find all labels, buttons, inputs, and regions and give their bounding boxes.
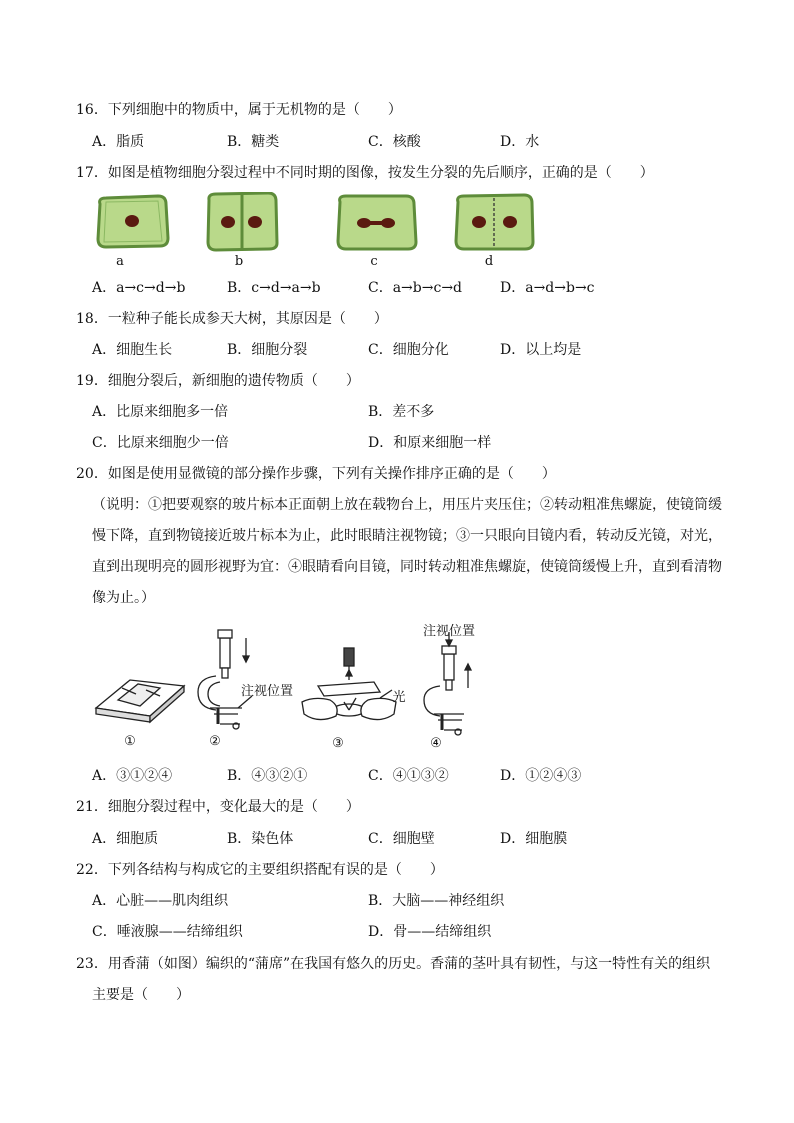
q21-option-c: C．细胞壁 xyxy=(368,831,435,847)
question-20-stem: 20．如图是使用显微镜的部分操作步骤，下列有关操作排序正确的是（ ） xyxy=(76,466,556,482)
q19-option-a: A．比原来细胞多一倍 xyxy=(92,404,229,420)
figure-label-c: c xyxy=(370,254,378,269)
q21-option-d: D．细胞膜 xyxy=(500,831,568,847)
q20-option-d: D．①②④③ xyxy=(500,768,582,784)
step-label-3: ③ xyxy=(332,736,344,751)
figure-label-d: d xyxy=(484,254,494,269)
cell-b-image xyxy=(208,193,277,250)
q17-option-c: C．a→b→c→d xyxy=(368,280,463,296)
light-label: 光 xyxy=(392,690,406,705)
q20-explanation-note: （说明：①把要观察的玻片标本正面朝上放在载物台上，用压片夹压住；②转动粗准焦螺旋，使镜筒缓慢下降，直到物镜接近玻片标本为止，此时眼睛注视物镜；③一只眼向目镜内看，转动反光镜，对光，直到出现明亮的圆形视野为宜：④眼睛看向目镜，同时转动粗准焦螺旋，使镜筒缓慢上升，直到看清物像为止。） xyxy=(92,497,722,606)
q16-option-d: D．水 xyxy=(500,134,540,150)
figure-label-a: a xyxy=(116,254,124,269)
q22-option-b: B．大脑——神经组织 xyxy=(368,893,505,909)
q20-option-b: B．④③②① xyxy=(227,768,308,784)
watch-position-label-2: 注视位置 xyxy=(240,684,293,699)
q19-option-c: C．比原来细胞少一倍 xyxy=(92,435,229,451)
question-23-stem-line1: 23．用香蒲（如图）编织的“蒲席”在我国有悠久的历史。香蒲的茎叶具有韧性，与这一特性有关的组织 xyxy=(76,956,711,972)
step-label-1: ① xyxy=(124,734,136,749)
question-16-stem: 16．下列细胞中的物质中，属于无机物的是（ ） xyxy=(76,102,402,118)
q22-option-a: A．心脏——肌肉组织 xyxy=(92,893,229,909)
q17-option-a: A．a→c→d→b xyxy=(92,280,186,296)
q18-option-a: A．细胞生长 xyxy=(92,342,173,358)
question-18-stem: 18．一粒种子能长成参天大树，其原因是（ ） xyxy=(76,311,388,327)
figure-label-b: b xyxy=(234,254,244,269)
q17-option-d: D．a→d→b→c xyxy=(500,280,595,296)
q21-option-b: B．染色体 xyxy=(227,831,294,847)
q16-option-b: B．糖类 xyxy=(227,134,280,150)
q22-option-c: C．唾液腺——结缔组织 xyxy=(92,924,243,940)
watch-position-label-4: 注视位置 xyxy=(422,624,475,639)
question-22-stem: 22．下列各结构与构成它的主要组织搭配有误的是（ ） xyxy=(76,862,444,878)
cell-c-image xyxy=(338,196,416,249)
q19-option-d: D．和原来细胞一样 xyxy=(368,435,492,451)
q16-option-c: C．核酸 xyxy=(368,134,421,150)
question-21-stem: 21．细胞分裂过程中，变化最大的是（ ） xyxy=(76,799,360,815)
q20-option-c: C．④①③② xyxy=(368,768,449,784)
step3-adjust-mirror-image xyxy=(302,648,396,720)
q19-option-b: B．差不多 xyxy=(368,404,435,420)
q18-option-b: B．细胞分裂 xyxy=(227,342,308,358)
question-17-stem: 17．如图是植物细胞分裂过程中不同时期的图像，按发生分裂的先后顺序，正确的是（ ） xyxy=(76,165,654,181)
step1-slide-on-stage-image xyxy=(96,680,184,722)
cell-a-image xyxy=(98,196,168,247)
q16-option-a: A．脂质 xyxy=(92,134,145,150)
q18-option-c: C．细胞分化 xyxy=(368,342,449,358)
q18-option-d: D．以上均是 xyxy=(500,342,582,358)
cell-d-image xyxy=(456,195,533,249)
step-label-2: ② xyxy=(209,734,221,749)
q22-option-d: D．骨——结缔组织 xyxy=(368,924,492,940)
q17-option-b: B．c→d→a→b xyxy=(227,280,321,296)
step4-raising-tube-image xyxy=(424,632,471,735)
q21-option-a: A．细胞质 xyxy=(92,831,159,847)
step-label-4: ④ xyxy=(430,736,442,751)
question-23-stem-line2: 主要是（ ） xyxy=(92,987,190,1003)
q20-option-a: A．③①②④ xyxy=(92,768,173,784)
question-19-stem: 19．细胞分裂后，新细胞的遗传物质（ ） xyxy=(76,373,360,389)
